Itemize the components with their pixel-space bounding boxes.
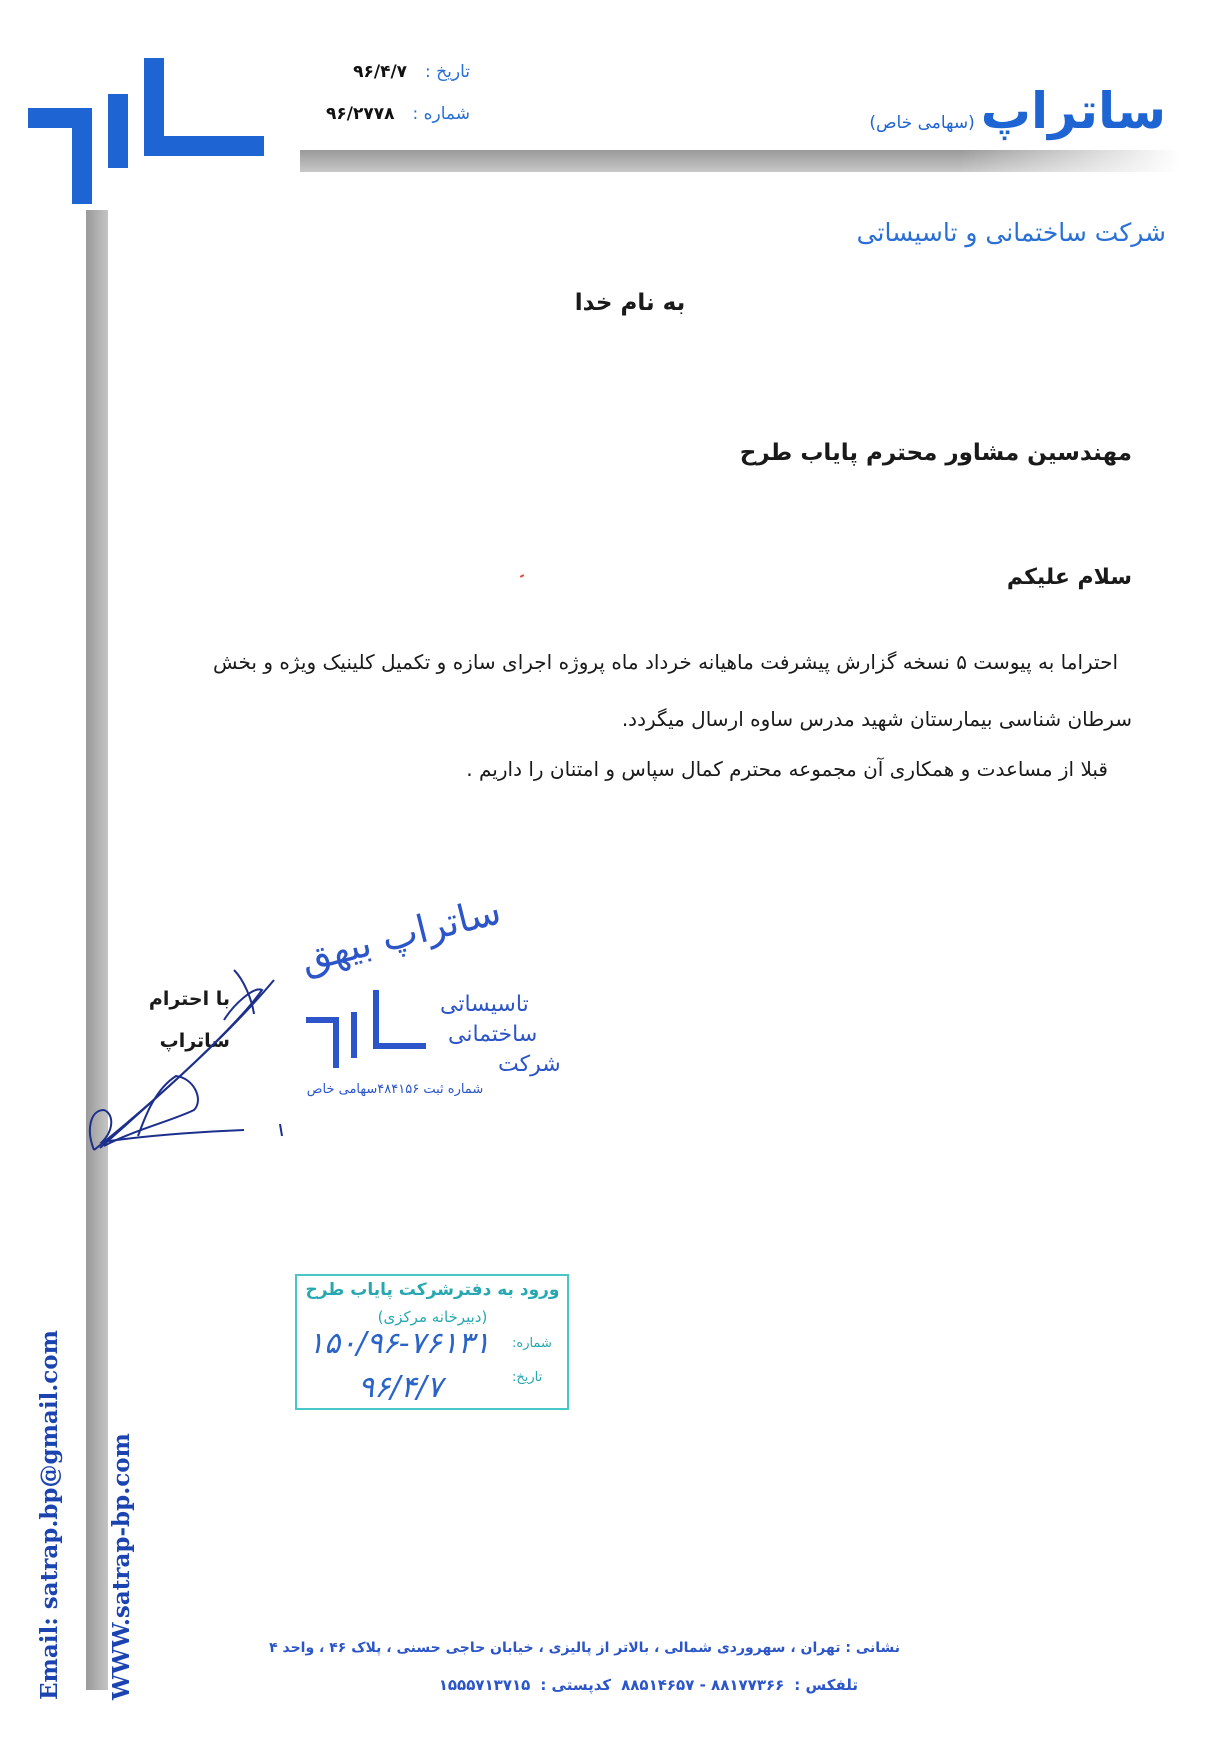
receipt-number-label: شماره: [512, 1336, 552, 1351]
company-line: شرکت ساختمانی و تاسیساتی [856, 218, 1166, 247]
footer-address: نشانی : تهران ، سهروردی شمالی ، بالاتر از پالیزی ، خیابان حاجی حسنی ، پلاک ۴۶ ، واحد ۴ [269, 1640, 900, 1656]
paragraph-line-3: قبلا از مساعدت و همکاری آن مجموعه محترم کمال سپاس و امتنان را داریم . [466, 757, 1108, 781]
receipt-title: ورود به دفترشرکت پایاب طرح [305, 1280, 560, 1300]
contact-email[interactable]: Email: satrap.bp@gmail.com [36, 1330, 63, 1700]
paragraph-line-2: سرطان شناسی بیمارستان شهید مدرس ساوه ارسال میگردد. [621, 707, 1132, 731]
bismillah: به نام خدا [574, 290, 686, 316]
stamp-line-2: ساختمانی [448, 1022, 538, 1047]
number-value: ۹۶/۲۷۷۸ [326, 104, 395, 124]
handwritten-signature [84, 960, 284, 1160]
contact-website[interactable]: WWW.satrap-bp.com [108, 1433, 135, 1700]
signatory-name: ساتراپ [159, 1030, 230, 1052]
brand-sub: (سهامی خاص) [869, 113, 975, 133]
header-divider-fade [960, 150, 1180, 172]
brand-name: ساتراپ [980, 82, 1166, 140]
footer-phones [439, 1676, 858, 1694]
paragraph-line-1: احتراما به پیوست ۵ نسخه گزارش پیشرفت ماهیانه خرداد ماه پروژه اجرای سازه و تکمیل کلینیک ویژه و بخش [213, 650, 1118, 674]
stamp-line-1: تاسیساتی [440, 992, 529, 1017]
postal-value: ۱۵۵۵۷۱۳۷۱۵ [438, 1676, 531, 1694]
greeting: سلام علیکم [1006, 565, 1132, 590]
receipt-date-label: تاریخ: [512, 1370, 543, 1385]
phone-label: تلفکس : [794, 1676, 858, 1694]
phone-values: ۸۸۱۷۷۳۶۶ - ۸۸۵۱۴۶۵۷ [621, 1676, 785, 1694]
letter-date [300, 62, 470, 82]
date-label: تاریخ : [425, 62, 470, 82]
receipt-date-value: ۹۶/۴/۷ [358, 1370, 443, 1405]
stamp-registration: شماره ثبت ۴۸۴۱۵۶سهامی خاص [306, 1082, 484, 1097]
date-value: ۹۶/۴/۷ [353, 62, 408, 82]
letter-number [300, 104, 470, 124]
receipt-number-value: ۱۵۰/۹۶-۷۶۱۳۱ [308, 1326, 491, 1361]
satrap-logo [28, 58, 298, 210]
stamp-brand: ساتراپ بیهق [296, 888, 506, 981]
side-divider [86, 210, 108, 1690]
number-label: شماره : [412, 104, 470, 124]
postal-label: کدپستی : [540, 1676, 612, 1694]
receipt-subtitle: (دبیرخانه مرکزی) [377, 1308, 488, 1326]
ink-speck [520, 574, 524, 578]
stamp-line-3: شرکت [498, 1052, 561, 1077]
brand [869, 82, 1166, 140]
recipient: مهندسین مشاور محترم پایاب طرح [739, 440, 1132, 466]
closing-text: با احترام [148, 988, 230, 1010]
